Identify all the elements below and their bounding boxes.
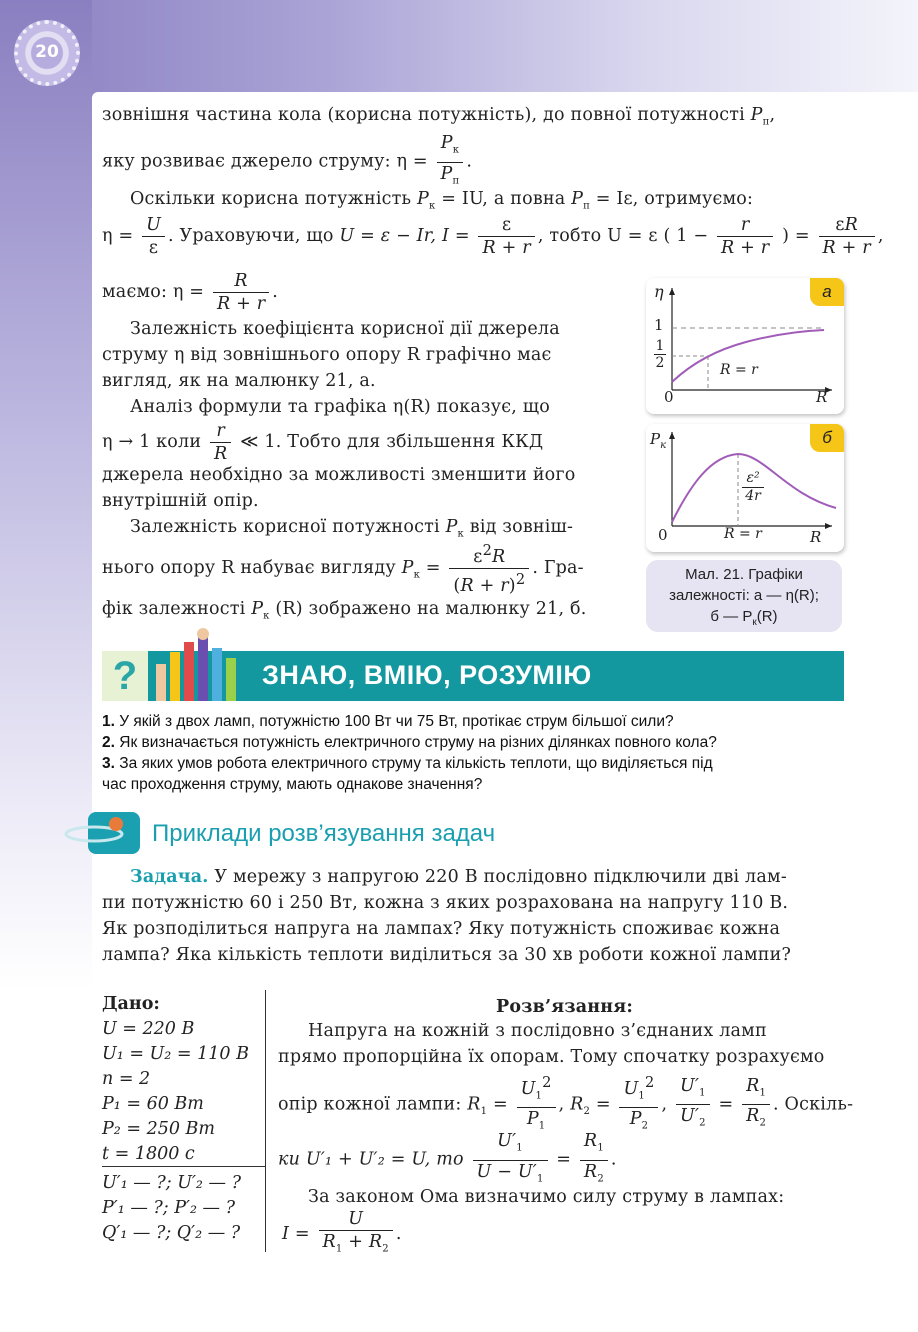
graph-b-y-label: $P_к$ [650,430,667,451]
para2-line2: струму η від зовнішнього опору R графічно має [102,345,552,365]
question-1: 1. У якій з двох ламп, потужністю 100 Вт чи 75 Вт, протікає струм більшої сили? [102,713,674,730]
para2-line3: вигляд, як на малюнку 21, а. [102,371,376,391]
graph-b-x-label: R [810,528,822,546]
section-title: Приклади розв’язування задач [152,820,496,847]
question-3-cont: час проходження струму, мають однакове значення? [102,776,483,793]
text-line-2: яку розвиває джерело струму: η = $\frac{P_к}{P_п}$ . [102,133,473,186]
solution-line-6: I = $\frac{U}{R_1 + R_2}$ . [282,1209,402,1255]
graph-b-tag: б [810,424,844,452]
solution-line-2: прямо пропорційна їх опорам. Тому спочатку розрахуємо [278,1047,825,1067]
task-line-1: Задача. У мережу з напругою 220 В послідовно підключили дві лам- [130,867,787,887]
solution-line-4: ки U′₁ + U′₂ = U, то $\frac{U'_1}{U - U'_1}$ = $\frac{R_1}{R_2}$ . [278,1131,617,1184]
para3-line4: внутрішній опір. [102,491,259,511]
graph-a-x-label: R [816,388,828,406]
graph-b [646,424,844,552]
given-divider [265,990,266,1252]
graph-a-y-label: η [654,282,664,301]
task-line-3: Як розподілиться напруга на лампах? Яку потужність споживає кожна [102,919,781,939]
solution-line-5: За законом Ома визначимо силу струму в лампах: [308,1187,785,1207]
figure-caption: Мал. 21. Графіки залежності: а — η(R); б — $P_к(R)$ [646,560,842,632]
banner-title: ЗНАЮ, ВМІЮ, РОЗУМІЮ [262,660,592,690]
para3-line2: η → 1 коли $\frac{r}{R}$ ≪ 1. Тобто для збільшення ККД [102,421,544,464]
para4-line2: нього опору R набуває вигляду $P_к$ = $\frac{\varepsilon^2R}{(R + r)^2}$ . Гра- [102,542,584,596]
para4-line3: фік залежності $P_к$ (R) зображено на малюнку 21, б. [102,599,587,622]
graph-a [646,278,844,414]
graph-a-origin: 0 [664,388,674,406]
text-line-1: зовнішня частина кола (корисна потужність), до повної потужності $P_п$, [102,105,776,128]
graph-a-tick-half: 1 2 [655,338,665,371]
graph-b-peak-label: ε² 4r [742,470,764,505]
page-number-gear-icon [14,20,80,86]
solution-line-3: опір кожної лампи: $R_1$ = $\frac{U_1^2}{P_1}$ , $R_2$ = $\frac{U_1^2}{P_2}$ , $\frac{U'_1}{U'_2}$ = $\frac{R_1}{R_2}$ . Оскіль- [278,1074,854,1132]
question-2: 2. Як визначається потужність електричного струму на різних ділянках повного кола? [102,734,717,751]
question-3: 3. За яких умов робота електричного струму та кількість теплоти, що виділяється під [102,755,713,772]
graph-a-r-label: R = r [720,362,758,378]
task-line-4: лампа? Яка кількість теплоти виділиться за 30 хв роботи кожної лампи? [102,945,792,965]
para4-line1: Залежність корисної потужності $P_к$ від зовніш- [130,517,574,540]
para2-line1: Залежність коефіцієнта корисної дії джерела [130,319,560,339]
page-number: 20 [35,42,59,62]
text-line-4: η = $\frac{U}{\varepsilon}$ . Ураховуючи, що U = ε − Ir, I = $\frac{\varepsilon}{R + r}$ , тобто U = ε ( 1 − $\frac{r}{R + r}$ ) = $\frac{\varepsilon R}{R + r}$ , [102,215,884,258]
solution-line-1: Напруга на кожній з послідовно з’єднаних ламп [308,1021,767,1041]
given-block: Дано: U = 220 В U₁ = U₂ = 110 В n = 2 P₁ = 60 Вт P₂ = 250 Вт t = 1800 с U′₁ — ?; U′₂ — ? P′₁ — ?; P′₂ — ? Q′₁ — ?; Q′₂ — ? [102,994,249,1243]
text-line-5: маємо: η = $\frac{R}{R + r}$ . [102,271,279,314]
graph-a-tick-1: 1 [654,316,664,334]
atom-icon [64,812,144,856]
given-find-divider [102,1166,266,1167]
solution-title: Розв’язання: [496,997,634,1017]
question-mark-icon: ? [102,651,148,701]
text-line-3: Оскільки корисна потужність $P_к$ = IU, а повна $P_п = I\varepsilon$, отримуємо: [130,189,754,212]
para3-line1: Аналіз формули та графіка η(R) показує, що [130,397,550,417]
graph-b-origin: 0 [658,526,668,544]
raised-hands-icon [150,628,250,701]
para3-line3: джерела необхідно за можливості зменшити його [102,465,576,485]
graph-a-tag: а [810,278,844,306]
graph-b-r-label: R = r [724,526,762,542]
graph-a-plot [646,278,844,414]
task-line-2: пи потужністю 60 і 250 Вт, кожна з яких розрахована на напругу 110 В. [102,893,789,913]
